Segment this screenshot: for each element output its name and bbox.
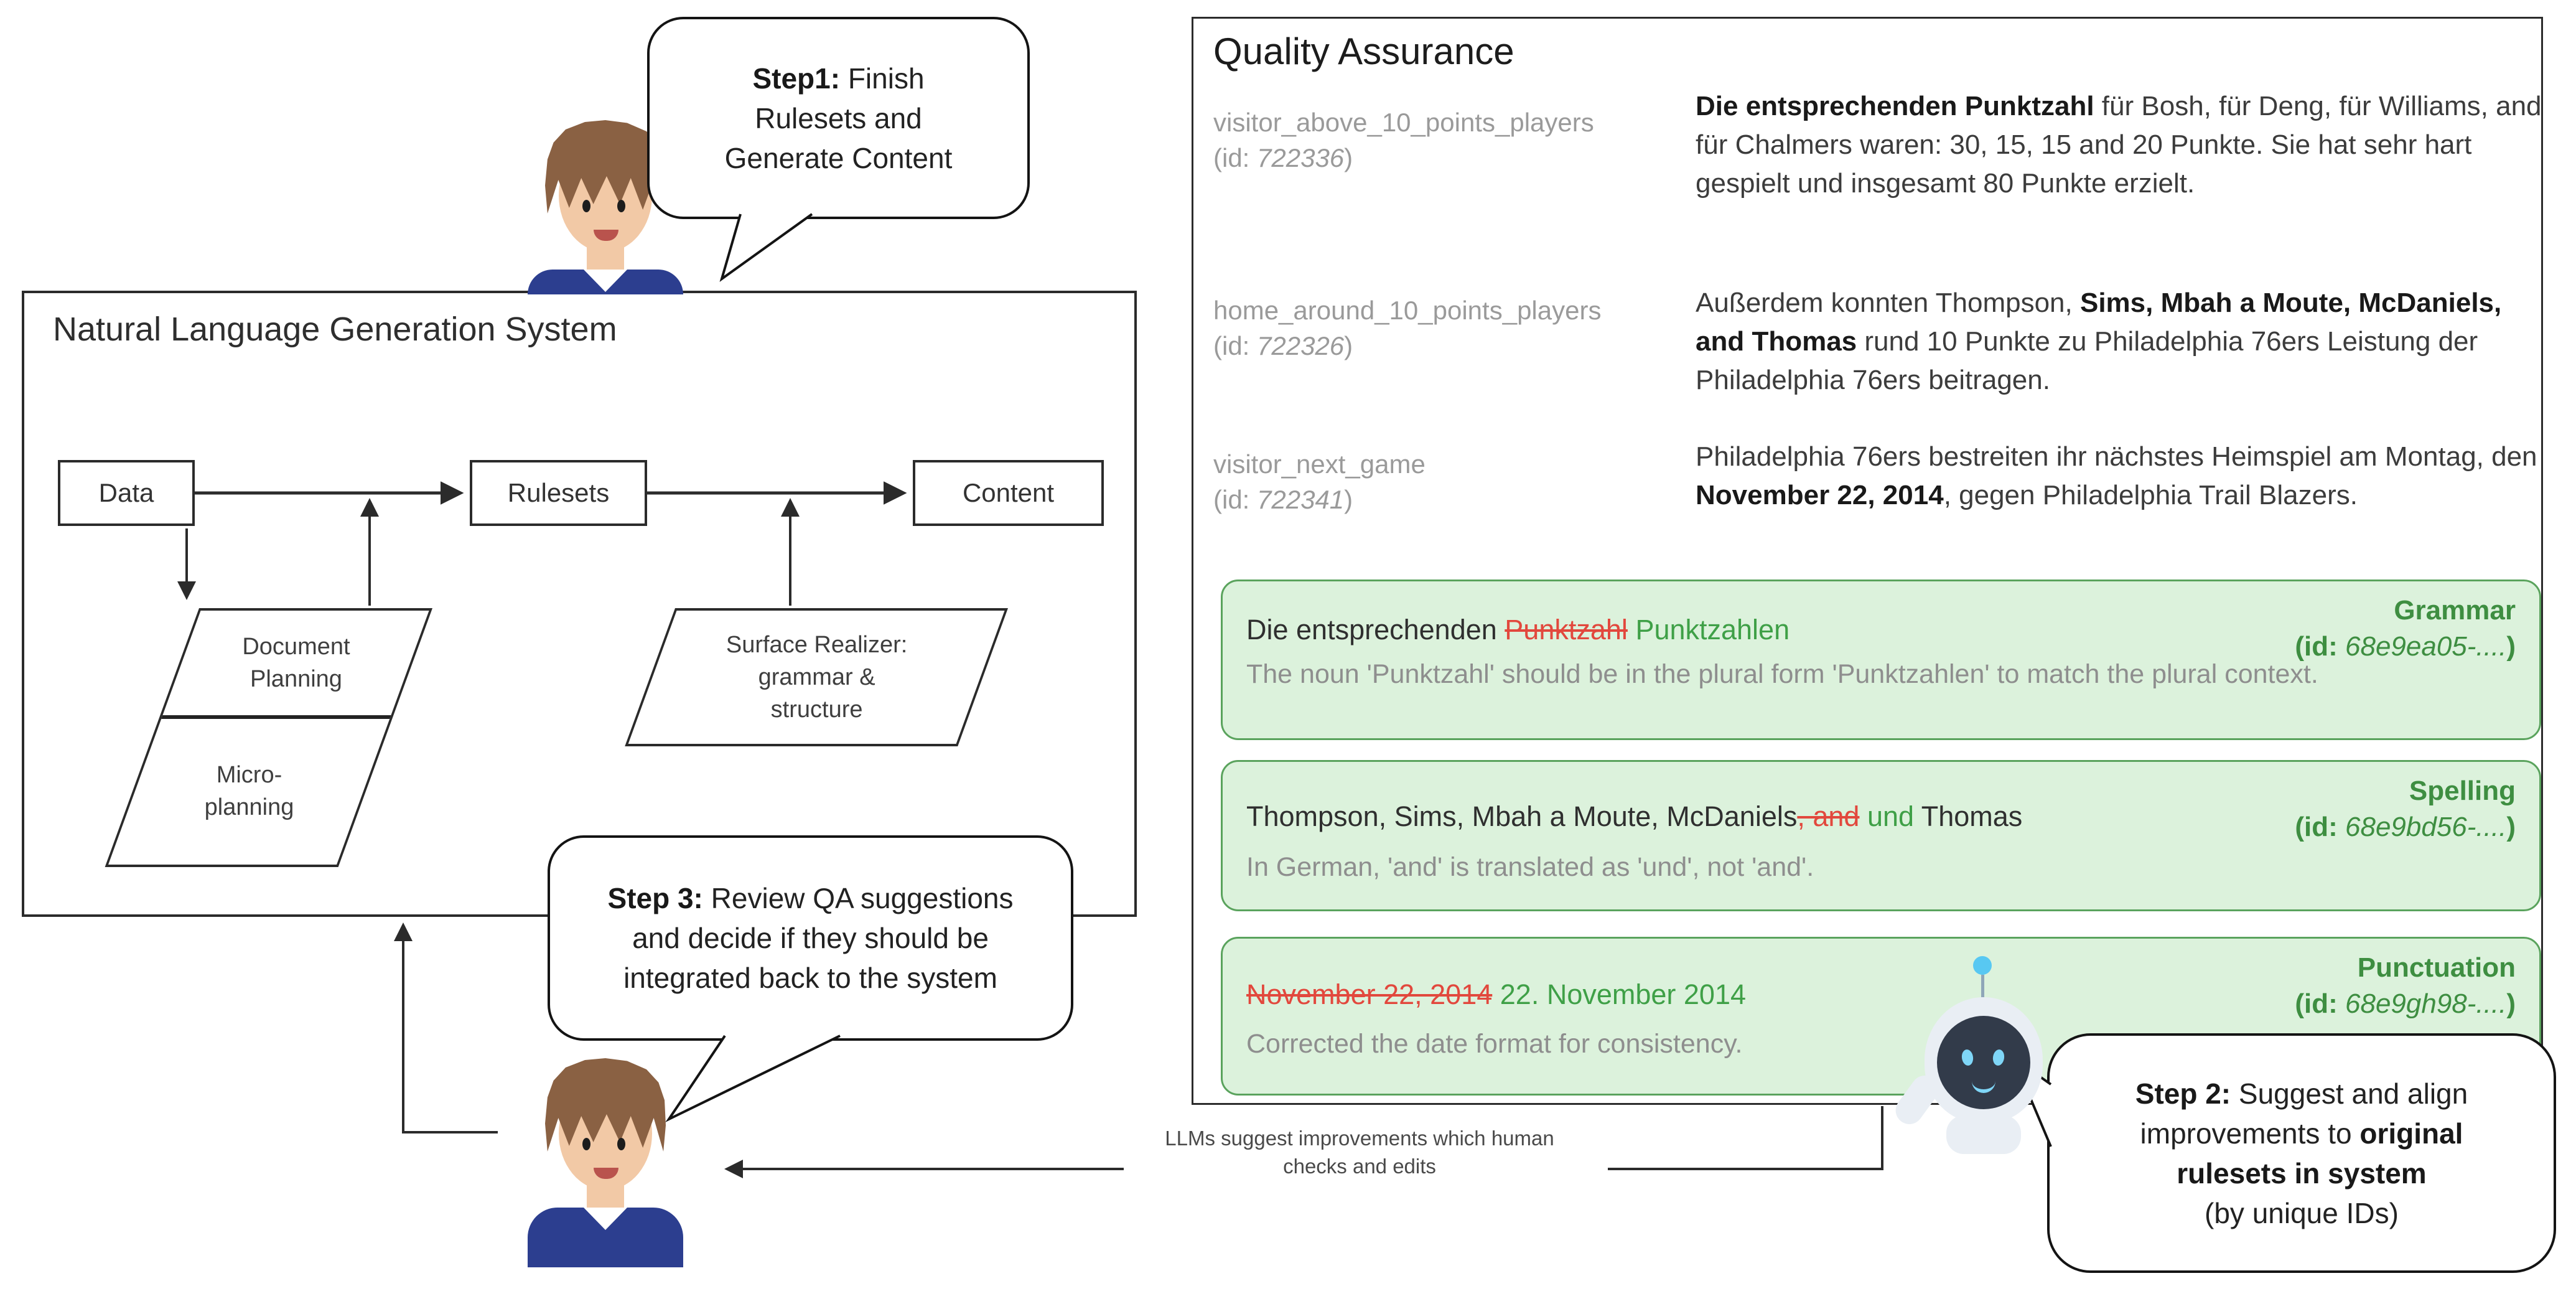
line-qa-to-note [1608,1106,1882,1169]
suggestion-category: Grammar [2394,595,2516,626]
robot-avatar [1901,952,2063,1158]
suggestion-header [2295,593,2516,665]
suggestion-header [2295,773,2516,845]
surface-realizer-label: Surface Realizer: grammar & structure [726,632,907,723]
suggestion-id: (id: 68e9gh98-....) [2295,988,2516,1019]
document-planning-cell [161,611,429,719]
bubble-tail-step1 [722,214,812,279]
qa-entry-text: Die entsprechenden Punktzahl für Bosh, für Deng, für Williams, and für Chalmers waren: 30, 15, 15 and 20 Punkte. Sie hat sehr hart gespielt und insgesamt 80 Punkte erzielt. [1696,91,2542,199]
suggestion-category: Punctuation [2357,952,2516,983]
suggestion-card-grammar [1221,580,2541,740]
ruleset-name: visitor_above_10_points_players [1213,108,1594,137]
speech-bubble-step2: Step 2: Suggest and align improvements to original rulesets in system (by unique IDs) [2047,1033,2556,1273]
ruleset-id: (id: 722336) [1213,143,1353,172]
qa-entry-text: Außerdem konnten Thompson, Sims, Mbah a Moute, McDaniels, and Thomas rund 10 Punkte zu Philadelphia 76ers Leistung der Philadelphia 76ers beitragen. [1696,288,2502,395]
loop-note: LLMs suggest improvements which human checks and edits [1165,1127,1554,1178]
micro-planning-label: Micro-planning [204,762,294,820]
ruleset-name: home_around_10_points_players [1213,296,1602,325]
node-content-label: Content [962,478,1055,507]
node-data-label: Data [98,478,154,507]
speech-bubble-step3: Step 3: Review QA suggestions and decide if they should be integrated back to the system [548,835,1073,1041]
suggestion-description: The noun 'Punktzahl' should be in the plural form 'Punktzahlen' to match the plural context. [1246,659,2318,689]
speech-bubble-step1: Step1: Finish Rulesets and Generate Content [647,17,1030,219]
suggestion-id: (id: 68e9bd56-....) [2295,812,2516,842]
suggestion-header [2295,950,2516,1022]
robot-body [1946,1115,2021,1154]
suggestion-description: In German, 'and' is translated as 'und', not 'and'. [1246,852,1814,882]
avatar-eye [582,1138,590,1150]
robot-face [1937,1016,2030,1109]
suggestion-diff: November 22, 2014 22. November 2014 [1246,978,1747,1010]
qa-entry-label [1213,446,1686,517]
surface-realizer-shape [625,608,1008,746]
ruleset-name: visitor_next_game [1213,449,1426,479]
qa-panel-title: Quality Assurance [1213,31,1514,72]
node-rulesets-label: Rulesets [507,478,610,507]
qa-entry-label [1213,105,1686,176]
human-avatar-bottom [524,1058,687,1270]
ruleset-id: (id: 722326) [1213,331,1353,360]
node-rulesets [470,460,647,526]
suggestion-diff: Die entsprechenden Punktzahl Punktzahlen [1246,614,1790,645]
suggestion-description: Corrected the date format for consistency. [1246,1029,1743,1059]
robot-antenna-stem [1981,975,1984,997]
bubble-tail-step3 [669,1036,840,1119]
arrow-human-loop-back [403,926,498,1132]
node-data [58,460,195,526]
document-planning-label: Document Planning [241,634,350,692]
suggestion-card-spelling [1221,760,2541,911]
avatar-eye [617,200,625,212]
suggestion-diff: Thompson, Sims, Mbah a Moute, McDaniels, and und Thomas [1246,800,2023,832]
node-content [913,460,1104,526]
avatar-eye [617,1138,625,1150]
ruleset-id: (id: 722341) [1213,485,1353,514]
nlg-system-title: Natural Language Generation System [53,311,617,348]
suggestion-category: Spelling [2409,776,2516,806]
avatar-eye [582,200,590,212]
qa-entry-label [1213,293,1686,364]
qa-entry-text: Philadelphia 76ers bestreiten ihr nächstes Heimspiel am Montag, den November 22, 2014, gegen Philadelphia Trail Blazers. [1696,441,2537,510]
robot-antenna-ball [1973,956,1992,975]
suggestion-id: (id: 68e9ea05-....) [2295,631,2516,662]
